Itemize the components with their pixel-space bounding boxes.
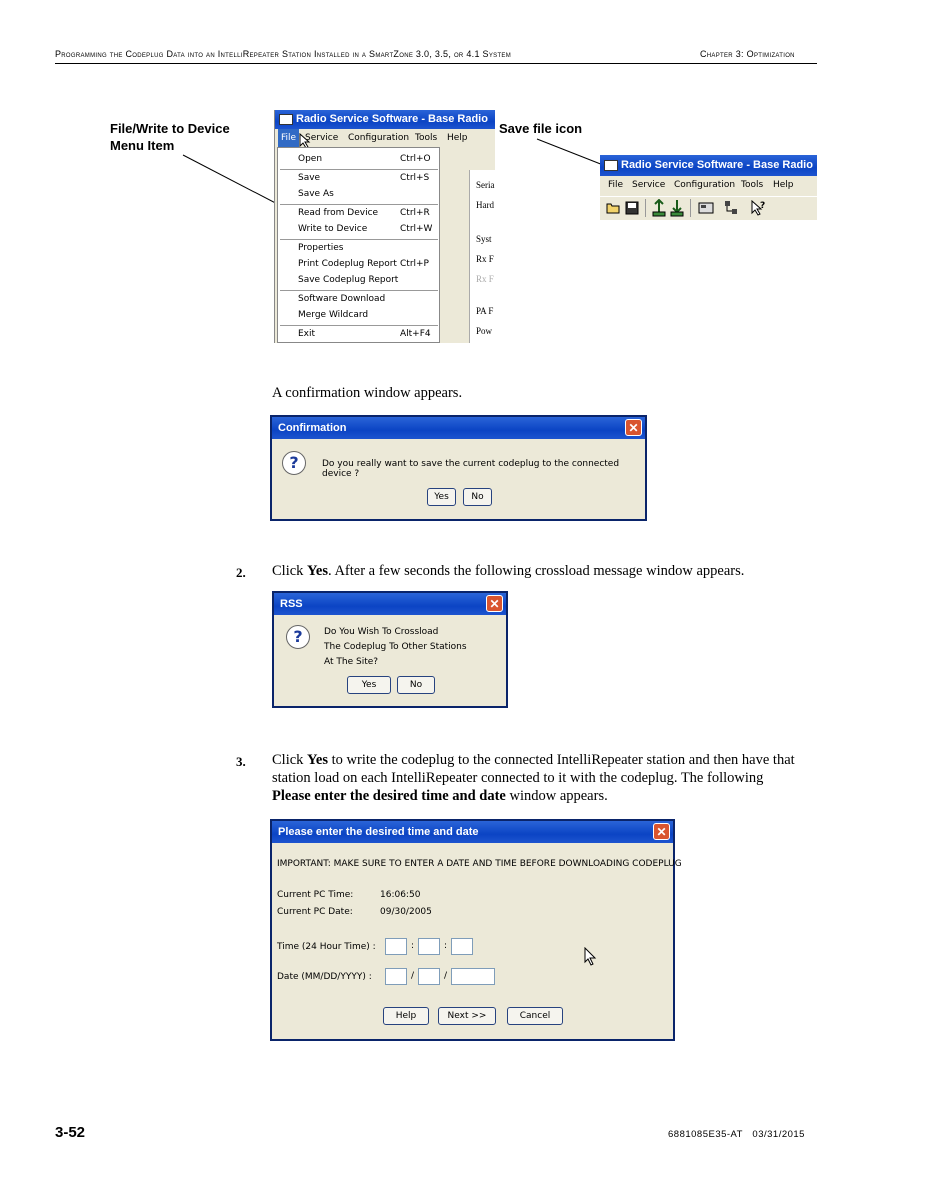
menu-item-print-codeplug-report[interactable]	[278, 256, 441, 273]
rss-crossload-dialog	[272, 591, 508, 708]
save-file-icon[interactable]	[625, 201, 639, 215]
properties-icon[interactable]	[698, 201, 714, 215]
rss-window-titlebar	[275, 110, 495, 129]
month-input[interactable]	[385, 968, 407, 985]
question-icon: ?	[282, 451, 306, 475]
time-dialog-title: Please enter the desired time and date	[278, 826, 479, 838]
rss-dialog-message	[324, 625, 467, 670]
rss-dialog-line3: At The Site?	[324, 657, 379, 667]
next-button[interactable]: Next >>	[438, 1007, 496, 1025]
step-3-text-c: window appears.	[505, 788, 608, 804]
rss-window-toolbar	[600, 155, 817, 220]
network-icon[interactable]	[723, 200, 739, 216]
step-3-text	[272, 751, 832, 805]
step-2-text-b: . After a few seconds the following crossload message window appears.	[328, 563, 745, 579]
close-icon[interactable]: ✕	[625, 419, 642, 436]
menu-item-properties[interactable]	[278, 240, 441, 257]
menu-file[interactable]: File	[608, 180, 624, 190]
menu-item-label: Exit	[298, 329, 316, 339]
menu-item-software-download[interactable]	[278, 291, 441, 308]
side-label: PA F	[476, 306, 494, 316]
menu-tools[interactable]: Tools	[415, 133, 438, 143]
callout-file-write-line1: File/Write to Device	[110, 121, 230, 136]
rss-dialog-title: RSS	[280, 598, 303, 610]
rss-toolbar	[600, 196, 817, 220]
menu-item-label: Save	[298, 173, 321, 183]
rss-dialog-line1: Do You Wish To Crossload	[324, 627, 439, 637]
time-separator: :	[411, 941, 415, 951]
pc-time-value: 16:06:50	[380, 890, 421, 900]
yes-button[interactable]: Yes	[427, 488, 456, 506]
confirmation-titlebar	[272, 417, 645, 439]
running-header-right: Chapter 3: Optimization	[700, 49, 795, 59]
step-2-text	[272, 562, 744, 580]
time-separator: :	[444, 941, 448, 951]
doc-number	[668, 1129, 805, 1140]
menu-tools[interactable]: Tools	[741, 180, 764, 190]
menu-configuration[interactable]: Configuration	[674, 180, 736, 190]
step-3-text-b: to write the codeplug to the connected IntelliRepeater station and then have that	[328, 752, 795, 768]
menu-item-shortcut: Ctrl+O	[400, 154, 431, 164]
side-label: Pow	[476, 326, 493, 336]
step-2-number: 2.	[236, 565, 246, 580]
mouse-pointer-icon	[584, 947, 598, 967]
side-label: Seria	[476, 180, 495, 190]
menu-item-label: Properties	[298, 243, 344, 253]
pc-date-value: 09/30/2005	[380, 907, 432, 917]
menu-item-save-codeplug-report[interactable]	[278, 272, 441, 289]
minute-input[interactable]	[418, 938, 440, 955]
app-icon	[279, 114, 293, 125]
pc-time-label: Current PC Time:	[277, 890, 354, 900]
rss-toolbar-title: Radio Service Software - Base Radio	[621, 159, 813, 171]
cancel-button[interactable]: Cancel	[507, 1007, 563, 1025]
hour-input[interactable]	[385, 938, 407, 955]
step-2-bold: Yes	[307, 563, 328, 579]
date-label: Date (MM/DD/YYYY) :	[277, 972, 372, 982]
help-pointer-icon[interactable]	[750, 200, 766, 216]
read-device-icon[interactable]	[652, 199, 666, 217]
svg-text:?: ?	[760, 201, 766, 211]
menu-configuration[interactable]: Configuration	[348, 133, 410, 143]
rss-window-file-menu	[274, 110, 495, 343]
background-panel	[469, 170, 495, 343]
rss-toolbar-titlebar	[600, 155, 817, 176]
menu-item-label: Read from Device	[298, 208, 379, 218]
menu-item-save-as[interactable]	[278, 186, 441, 203]
step-3-number: 3.	[236, 754, 246, 769]
toolbar-separator	[690, 199, 691, 217]
close-icon[interactable]: ✕	[486, 595, 503, 612]
question-icon: ?	[286, 625, 310, 649]
step-3-bold-window: Please enter the desired time and date	[272, 788, 506, 804]
step-3-text-a: Click	[272, 752, 308, 768]
side-label: Rx F	[476, 254, 494, 264]
app-icon	[604, 160, 618, 171]
callout-save-file-icon: Save file icon	[499, 121, 583, 136]
step-3-bold-yes: Yes	[307, 752, 328, 768]
menu-help[interactable]: Help	[447, 133, 468, 143]
second-input[interactable]	[451, 938, 473, 955]
doc-id: 6881085E35-AT	[668, 1129, 743, 1140]
close-icon[interactable]: ✕	[653, 823, 670, 840]
confirmation-title: Confirmation	[278, 422, 347, 434]
important-notice: IMPORTANT: MAKE SURE TO ENTER A DATE AND TIME BEFORE DOWNLOADING CODEPLUG	[277, 859, 682, 869]
menu-item-exit[interactable]	[278, 326, 441, 343]
side-label: Hard	[476, 200, 494, 210]
step-3-line3	[272, 787, 832, 805]
menu-item-shortcut: Ctrl+P	[400, 259, 429, 269]
open-folder-icon[interactable]	[606, 201, 621, 215]
date-separator: /	[444, 971, 448, 981]
menu-service[interactable]: Service	[305, 133, 339, 143]
menu-item-open[interactable]	[278, 151, 441, 168]
step-3-line1	[272, 751, 832, 769]
menu-item-label: Software Download	[298, 294, 386, 304]
menu-item-shortcut: Ctrl+W	[400, 224, 433, 234]
side-label: Syst	[476, 234, 492, 244]
menu-item-label: Save Codeplug Report	[298, 275, 399, 285]
yes-button[interactable]: Yes	[347, 676, 391, 694]
menu-item-shortcut: Ctrl+R	[400, 208, 430, 218]
menu-service[interactable]: Service	[632, 180, 666, 190]
menu-item-label: Print Codeplug Report	[298, 259, 397, 269]
write-device-icon[interactable]	[670, 199, 684, 217]
callout-file-write-line2: Menu Item	[110, 138, 175, 153]
menu-item-label: Merge Wildcard	[298, 310, 369, 320]
time-date-dialog	[270, 819, 682, 1041]
file-menu-dropdown	[277, 147, 440, 343]
menu-file[interactable]: File	[278, 129, 299, 147]
arrow-to-write-device	[183, 155, 287, 209]
menu-item-label: Write to Device	[298, 224, 368, 234]
rss-dialog-line2: The Codeplug To Other Stations	[324, 642, 467, 652]
menu-item-label: Save As	[298, 189, 334, 199]
menu-item-label: Open	[298, 154, 323, 164]
no-button[interactable]: No	[397, 676, 435, 694]
toolbar-separator	[645, 199, 646, 217]
date-separator: /	[411, 971, 415, 981]
menu-item-write-to-device[interactable]	[278, 221, 441, 238]
menu-item-merge-wildcard[interactable]	[278, 307, 441, 324]
menu-item-save[interactable]	[278, 170, 441, 187]
confirmation-intro-text: A confirmation window appears.	[272, 385, 463, 401]
help-button[interactable]: Help	[383, 1007, 429, 1025]
confirmation-message: Do you really want to save the current codeplug to the connected device ?	[322, 459, 620, 479]
year-input[interactable]	[451, 968, 495, 985]
page-number: 3-52	[55, 1124, 86, 1141]
pc-date-label: Current PC Date:	[277, 907, 353, 917]
running-header-left: Programming the Codeplug Data into an IntelliRepeater Station Installed in a SmartZone 3.0, 3.5, or 4.1 System	[55, 49, 512, 59]
menu-item-read-from-device[interactable]	[278, 205, 441, 222]
doc-date: 03/31/2015	[752, 1129, 805, 1140]
menu-item-shortcut: Ctrl+S	[400, 173, 430, 183]
side-label: Rx F	[476, 274, 494, 284]
day-input[interactable]	[418, 968, 440, 985]
rss-window-title: Radio Service Software - Base Radio	[296, 113, 488, 125]
no-button[interactable]: No	[463, 488, 492, 506]
time-dialog-titlebar	[272, 821, 673, 843]
rss-dialog-titlebar	[274, 593, 506, 615]
confirmation-dialog	[270, 415, 647, 521]
menu-help[interactable]: Help	[773, 180, 794, 190]
step-3-line2: station load on each IntelliRepeater connected to it with the codeplug. The following	[272, 770, 764, 786]
menu-item-shortcut: Alt+F4	[400, 329, 431, 339]
time-label: Time (24 Hour Time) :	[277, 942, 376, 952]
step-2-text-a: Click	[272, 563, 308, 579]
rss-toolbar-menubar	[600, 176, 817, 196]
